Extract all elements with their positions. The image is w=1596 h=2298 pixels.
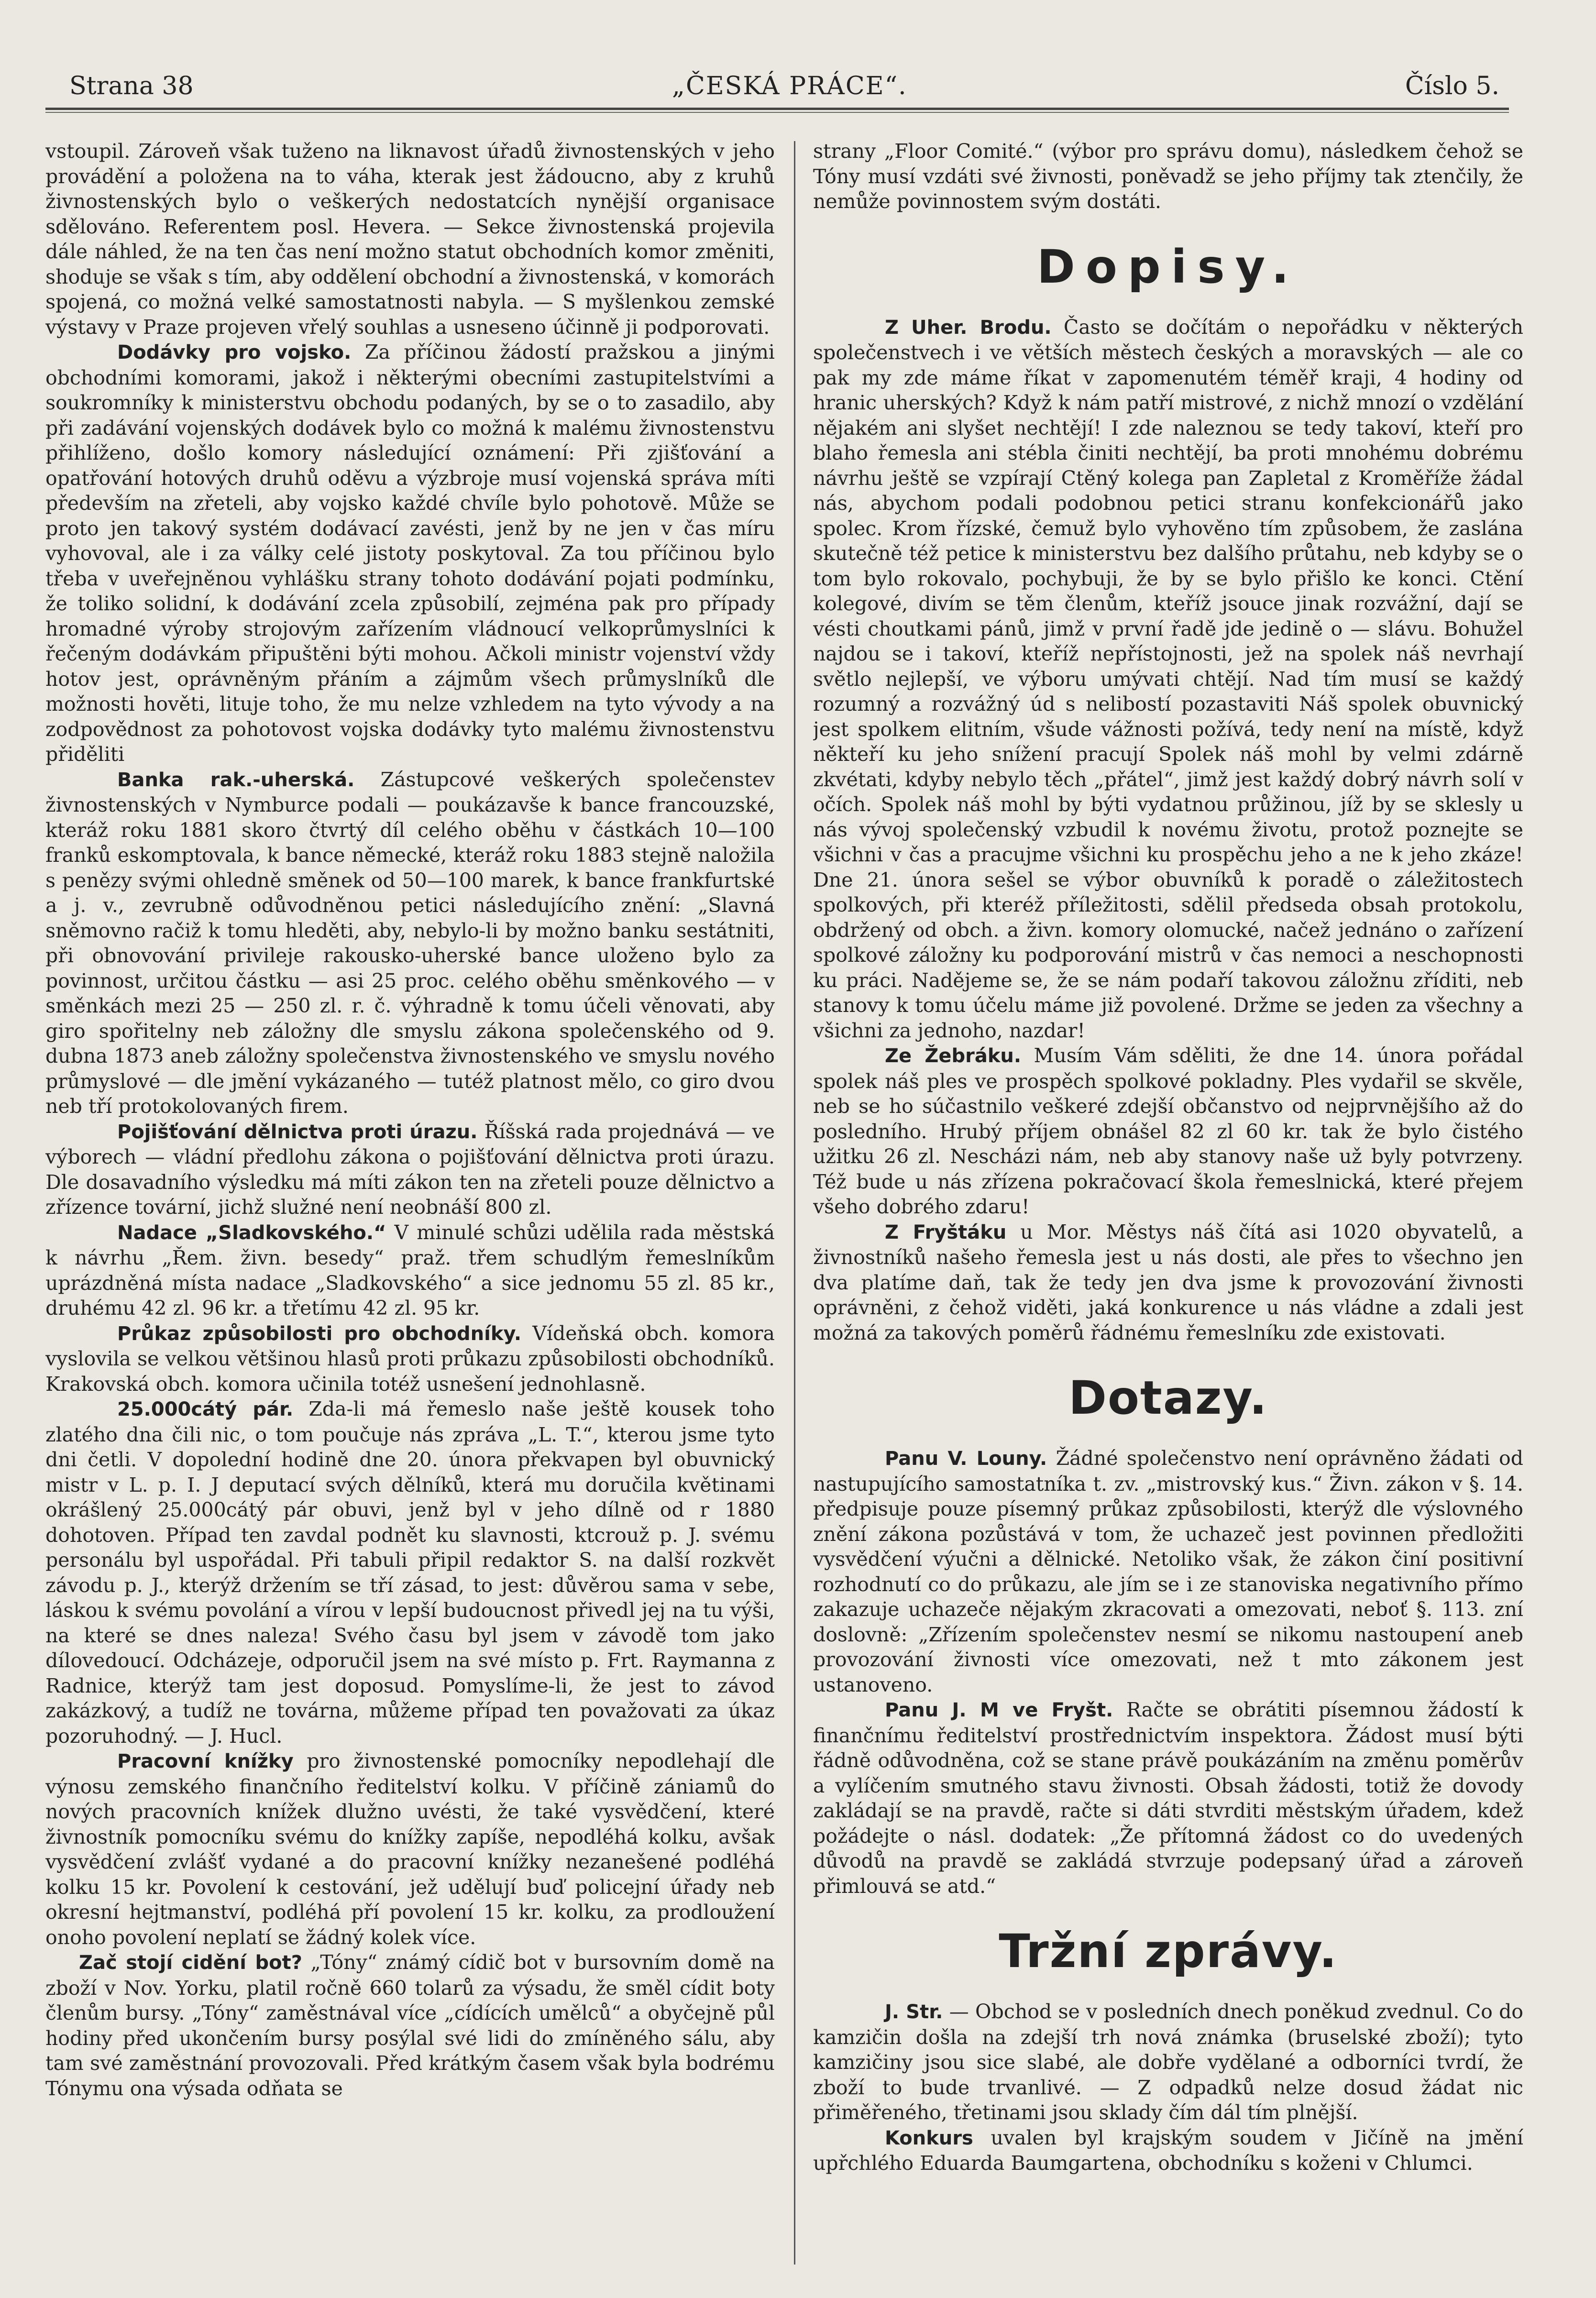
issue-number: Číslo 5.	[1405, 72, 1499, 100]
article-keyword: Zač stojí cidění bot?	[79, 1952, 302, 1974]
article-paragraph: vstoupil. Zároveň však tuženo na liknavost úřadů živnostenských v jeho provádění a položena na to váha, kterak jest žádoucno, aby z kruhů živnostenských bylo o veškerých nedostatcích nynější organisace sdělováno. Referentem posl. Hevera. — Sekce živnostenská projevila dále náhled, že na ten čas není možno statut obchodních komor změniti, shoduje se však s tím, aby oddělení obchodní a živnostenská, v komorách spojená, co možná velké samostatnosti nabyla. — S myšlenkou zemské výstavy v Praze projeven vřelý souhlas a usneseno účinně ji podporovati.	[45, 140, 775, 339]
article-paragraph: Nadace „Sladkovského.“ V minulé schůzi udělila rada městská k návrhu „Řem. živn. besedy“ praž. třem schudlým řemeslníkům uprázdněná místa nadace „Sladkovského“ a sice jednomu 55 zl. 85 kr., druhému 42 zl. 96 kr. a třetímu 42 zl. 95 kr.	[45, 1220, 775, 1319]
article-paragraph: Pracovní knížky pro živnostenské pomocníky nepodlehají dle výnosu zemského finančního ředitelství kolku. V příčině zániamů do nových pracovních knížek dlužno uvésti, že také vysvědčení, které živnostník pomocníku svému do knížky zapíše, nepodléhá kolku, avšak vysvědčení zvlášť vydané a do pracovní knížky nezanešené podléhá kolku 15 kr. Povolení k cestování, jež udělují buď policejní úřady neb okresní hejtmanství, podléhá pří povolení 15 kr. kolku, za prodloužení onoho povolení neplatí se žádný kolek více.	[45, 1749, 775, 1949]
section-heading-trzni-zpravy: Tržní zprávy.	[999, 1924, 1338, 1978]
article-keyword: J. Str.	[885, 2001, 943, 2023]
article-keyword: Z Uher. Brodu.	[885, 316, 1052, 339]
article-keyword: Panu V. Louny.	[885, 1448, 1047, 1470]
article-keyword: Panu J. M ve Fryšt.	[885, 1699, 1113, 1721]
article-keyword: Banka rak.-uherská.	[117, 769, 355, 791]
article-paragraph: Dodávky pro vojsko. Za příčinou žádostí pražskou a jinými obchodními komorami, jakož i některými obecními zastupitelstvími a soukromníky k ministerstvu obchodu podaných, by se o to zasadilo, aby při zadávání vojenských dodávek bylo co možná k malému živnostenstvu přihlíženo, došlo komory následující oznámení: Při zjišťování a opatřování hotových druhů oděvu a výzbroje musí vojenská správa míti především na zřeteli, aby vojsko každé chvíle bylo pohotově. Může se proto jen takový systém dodávací zavésti, jenž by ne jen v čas míru vyhovoval, ale i za války celé jistoty poskytoval. Za tou příčinou bylo třeba v uveřejněnou vyhlášku strany tohoto dodávání pojati podmínku, že toliko solidní, k dodávání zcela způsobilí, zejména pak pro případy hromadné výroby strojovým zařízením vládnoucí velkoprůmyslníci k řečeným dodávkám připuštěni býti mohou. Ačkoli ministr vojenství vždy hotov jest, oprávněným přáním a zájmům všech průmyslníků dle možnosti hověti, lituje toho, že mu nelze vzhledem na tyto vývody a na zodpovědnost za pohotovost vojska dodávky tyto malému živnostenstvu přiděliti	[45, 341, 775, 766]
market-paragraph: J. Str. — Obchod se v posledních dnech poněkud zvednul. Co do kamzičin došla na zdejší trh nová známka (bruselské zboží); tyto kamzičiny jsou sice slabé, ale dobře vydělané a odborníci tvrdí, že zboží to bude trvanlivé. — Z odpadků nelze dosud žádat nic přiměřeného, třetinami jsou sklady čím dál tím plnější.	[813, 2000, 1523, 2124]
article-paragraph: 25.000cátý pár. Zda-li má řemeslo naše ještě kousek toho zlatého dna čili nic, o tom poučuje nás zpráva „L. T.“, kterou jsme tyto dni četli. V dopolední hodině dne 20. února překvapen byl obuvnický mistr v L. p. I. J deputací svých dělníků, která mu doručila květinami okrášlený 25.000cátý pár obuvi, jenž byl v jeho dílně od r 1880 dohotoven. Případ ten zavdal podnět ku slavnosti, ktcrouž p. J. svému personálu byl uspořádal. Při tabuli připil redaktor S. na další rozkvět závodu p. J., kterýž držením se tří zásad, to jest: důvěrou sama v sebe, láskou k svému povolání a vírou v lepší budoucnost přivedl jej na tu výši, na které se dnes naleza! Svého času byl jsem v závodě tom jako dílovedoucí. Odcházeje, odporučil jsem na své místo p. Frt. Raymanna z Radnice, kterýž tam jest doposud. Pomyslíme-li, že jest to závod zakázkový, a tudíž ne továrna, můžeme případ ten považovati za úkaz pozoruhodný. — J. Hucl.	[45, 1397, 775, 1748]
query-paragraph: Panu V. Louny. Žádné společenstvo není oprávněno žádati od nastupujícího samostatníka t. zv. „mistrovský kus.“ Živn. zákon v §. 14. předpisuje pouze písemný průkaz způsobilosti, kterýž dle výslovného znění zákona pozůstává v tom, že uchazeč jest povinnen předložiti vysvědčení výučni a dělnické. Netoliko však, že zákon činí positivní rozhodnutí co do průkazu, ale jím se i ze stanoviska negativního přímo zakazuje uchazeče nějakým zkracovati a omezovati, neboť §. 113. zní doslovně: „Zřízením společenstev nesmí se nikomu nastoupení aneb provozování živnosti více omezovati, než t mto zákonem jest ustanoveno.	[813, 1447, 1523, 1696]
article-keyword: Dodávky pro vojsko.	[117, 341, 352, 363]
market-paragraph: Konkurs uvalen byl krajským soudem v Jičíně na jmění upřchlého Eduarda Baumgartena, obchodníku s koženi v Chlumci.	[813, 2126, 1523, 2175]
masthead-title: „ČESKÁ PRÁCE“.	[672, 72, 907, 100]
article-keyword: Pracovní knížky	[117, 1750, 294, 1772]
article-paragraph: Zač stojí cidění bot? „Tóny“ známý cídič bot v bursovním domě na zboží v Nov. Yorku, platil ročně 660 tolarů za výsadu, že směl cídit boty členům bursy. „Tóny“ zaměstnával více „cídících umělců“ a obyčejně půl hodiny před ukončením bursy posýlal své lidi do zmíněného sálu, aby tam své zaměstnání provozovali. Před krátkým časem však byla bodrému Tónymu ona výsada odňata se	[45, 1951, 775, 2100]
header-rule	[45, 108, 1509, 110]
header-rule-thin	[45, 112, 1509, 113]
right-column	[813, 139, 1523, 2276]
article-keyword: 25.000cátý pár.	[117, 1398, 294, 1420]
article-paragraph: Průkaz způsobilosti pro obchodníky. Vídeňská obch. komora vyslovila se velkou většinou hlasů proti průkazu způsobilosti obchodníků. Krakovská obch. komora učinila totéž usnešení jednohlasně.	[45, 1321, 775, 1396]
section-heading-dopisy: Dopisy.	[1037, 240, 1299, 294]
column-divider	[794, 141, 795, 2265]
article-keyword: Z Fryštáku	[885, 1221, 1007, 1243]
page-number: Strana 38	[69, 72, 194, 100]
running-head	[69, 72, 1499, 110]
article-keyword: Pojišťování dělnictva proti úrazu.	[117, 1121, 478, 1143]
article-keyword: Nadace „Sladkovského.“	[117, 1221, 386, 1244]
article-paragraph: Pojišťování dělnictva proti úrazu. Říšská rada projednává — ve výborech — vládní předlohu zákona o pojišťování dělnictva proti úrazu. Dle dosavadního výsledku má míti zákon ten na zřeteli pouze dělnictvo a zřízence tovární, jichž služné není neobnáší 800 zl.	[45, 1120, 775, 1219]
article-paragraph: Banka rak.-uherská. Zástupcové veškerých společenstev živnostenských v Nymburce podali — poukázavše k bance francouzské, kteráž roku 1881 skoro čtvrtý díl celého oběhu v částkách 10—100 franků eskomptovala, k bance německé, kteráž roku 1883 stejně naložila s penězy svými ohledně směnek od 50—100 marek, k bance frankfurtské a j. v., zevrubně odůvodněnou petici následujícího znění: „Slavná sněmovno račiž k tomu hleděti, aby, nebylo-li by možno banku sestátniti, při obnovování privileje rakousko-uherské bance uloženo bylo za povinnost, určitou částku — asi 25 proc. celého oběhu směnkového — v směnkách mezi 25 — 250 zl. r. č. výhradně k tomu účeli věnovati, aby giro spořitelny neb záložny dle smyslu zákona společenského od 9. dubna 1873 aneb záložny společenstva živnostenského ve smyslu nového průmyslové — dle jmění vykázaného — tutéž platnost mělo, co giro dvou neb tří protokolovaných firem.	[45, 768, 775, 1118]
letter-paragraph: Z Uher. Brodu. Často se dočítám o nepořádku v některých společenstvech i ve větších městech českých a moravských — ale co pak my zde máme říkat v zapomenutém téměř kraji, 4 hodiny od hranic uherských? Když k nám patří mistrové, z nichž mnozí o vzdělání nějakém ani slyšet nechtějí! I zde naleznou se tedy takoví, kteří pro blaho řemesla ani stébla činiti nechtějí, ba proti mnohému dobrému návrhu ještě se vzpírají Ctěný kolega pan Zapletal z Kroměříže žádal nás, abychom podali podobnou petici stranu konfekcionářů jako spolec. Krom řízské, čemuž bylo vyhověno tím způsobem, že zaslána skutečně též petice k ministerstvu bez dalšího průtahu, neb kdyby se o tom bylo rokovalo, pochybuji, že by se bylo přišlo ke konci. Ctění kolegové, divím se těm členům, kteříž jsouce jinak rozvážní, dají se vésti choutkami pánů, jimž v první řadě jde jedině o — slávu. Bohužel najdou se i takoví, kteříž nepřístojnosti, jež na spolek náš nevrhají světlo nejlepší, ve výboru umývati chtějí. Nad tím musí se každý rozumný a rozvážný úd s nelibostí pozastaviti Náš spolek obuvnický jest spolkem elitním, všude vážnosti požívá, tedy není na místě, když někteří ku jeho snížení pracují Spolek náš mohl by velmi zdárně zkvétati, kdyby nebylo těch „přátel“, jimž jest každý dobrý návrh solí v očích. Spolek náš mohl by býti vydatnou průžinou, jíž by se sklesly u nás vývoj společenský vzbudil k novému životu, protož poznejte se všichni v čas a pracujme všichni ku prospěchu jeho a ne k jeho zkáze! Dne 21. února sešel se výbor obuvníků k poradě o záležitostech spolkových, při kteréž příležitosti, sdělil předseda obsah protokolu, obdržený od obch. a živn. komory olomucké, načež jednáno o zařízení spolkové záložny ku podporování mistrů v čas nemoci a neschopnosti ku práci. Nadějeme se, že se nám podaří takovou záložnu zříditi, neb stanovy k tomu účelu máme již povolené. Držme se jeden za všechny a všichni za jednoho, nazdar!	[813, 315, 1523, 1042]
article-keyword: Průkaz způsobilosti pro obchodníky.	[117, 1322, 522, 1345]
query-paragraph: Panu J. M ve Fryšt. Račte se obrátiti písemnou žádostí k finančnímu ředitelství prostřednictvím inspektora. Žádost musí býti řádně odůvodněna, což se stane právě poukázáním na změnu poměrův a vylíčením smutného stavu živnosti. Obsah žádosti, totiž že dovody zakládají se na pravdě, račte si dáti stvrditi městským úřadem, kdež požádejte o násl. dodatek: „Že přítomná žádost co do uvedených důvodů na pravdě se zakládá stvrzuje podepsaný úřad a zároveň přimlouvá se atd.“	[813, 1698, 1523, 1898]
letter-paragraph: Ze Žebráku. Musím Vám sděliti, že dne 14. února pořádal spolek náš ples ve prospěch spolkové pokladny. Ples vydařil se skvěle, neb se ho súčastnilo veškeré zdejší občanstvo od nejprvnějšího až do posledního. Hrubý příjem obnášel 82 zl 60 kr. tak že bylo čistého užitku 26 zl. Nescházi nám, neb aby stanovy naše už byly potvrzeny. Též bude u nás zřízena pokračovací škola řemeslnická, které přejem všeho dobrého zdaru!	[813, 1044, 1523, 1218]
article-keyword: Ze Žebráku.	[885, 1045, 1022, 1067]
letter-paragraph: Z Fryštáku u Mor. Městys náš čítá asi 1020 obyvatelů, a živnostníků našeho řemesla jest u nás dosti, ale přes to všechno jen dva platíme daň, tak že tedy jen dva jsme k provozování živnosti oprávněni, z čehož viděti, jaká konkurence u nás vládne a zdali jest možná za takových poměrů řádnému řemeslníku zde existovati.	[813, 1220, 1523, 1344]
article-paragraph: strany „Floor Comité.“ (výbor pro správu domu), následkem čehož se Tóny musí vzdáti své živnosti, poněvadž se jeho příjmy tak ztenčily, že nemůže povinnostem svým dostáti.	[813, 140, 1523, 213]
left-column	[45, 139, 775, 2276]
article-keyword: Konkurs	[885, 2127, 973, 2149]
section-heading-dotazy: Dotazy.	[1068, 1371, 1268, 1425]
